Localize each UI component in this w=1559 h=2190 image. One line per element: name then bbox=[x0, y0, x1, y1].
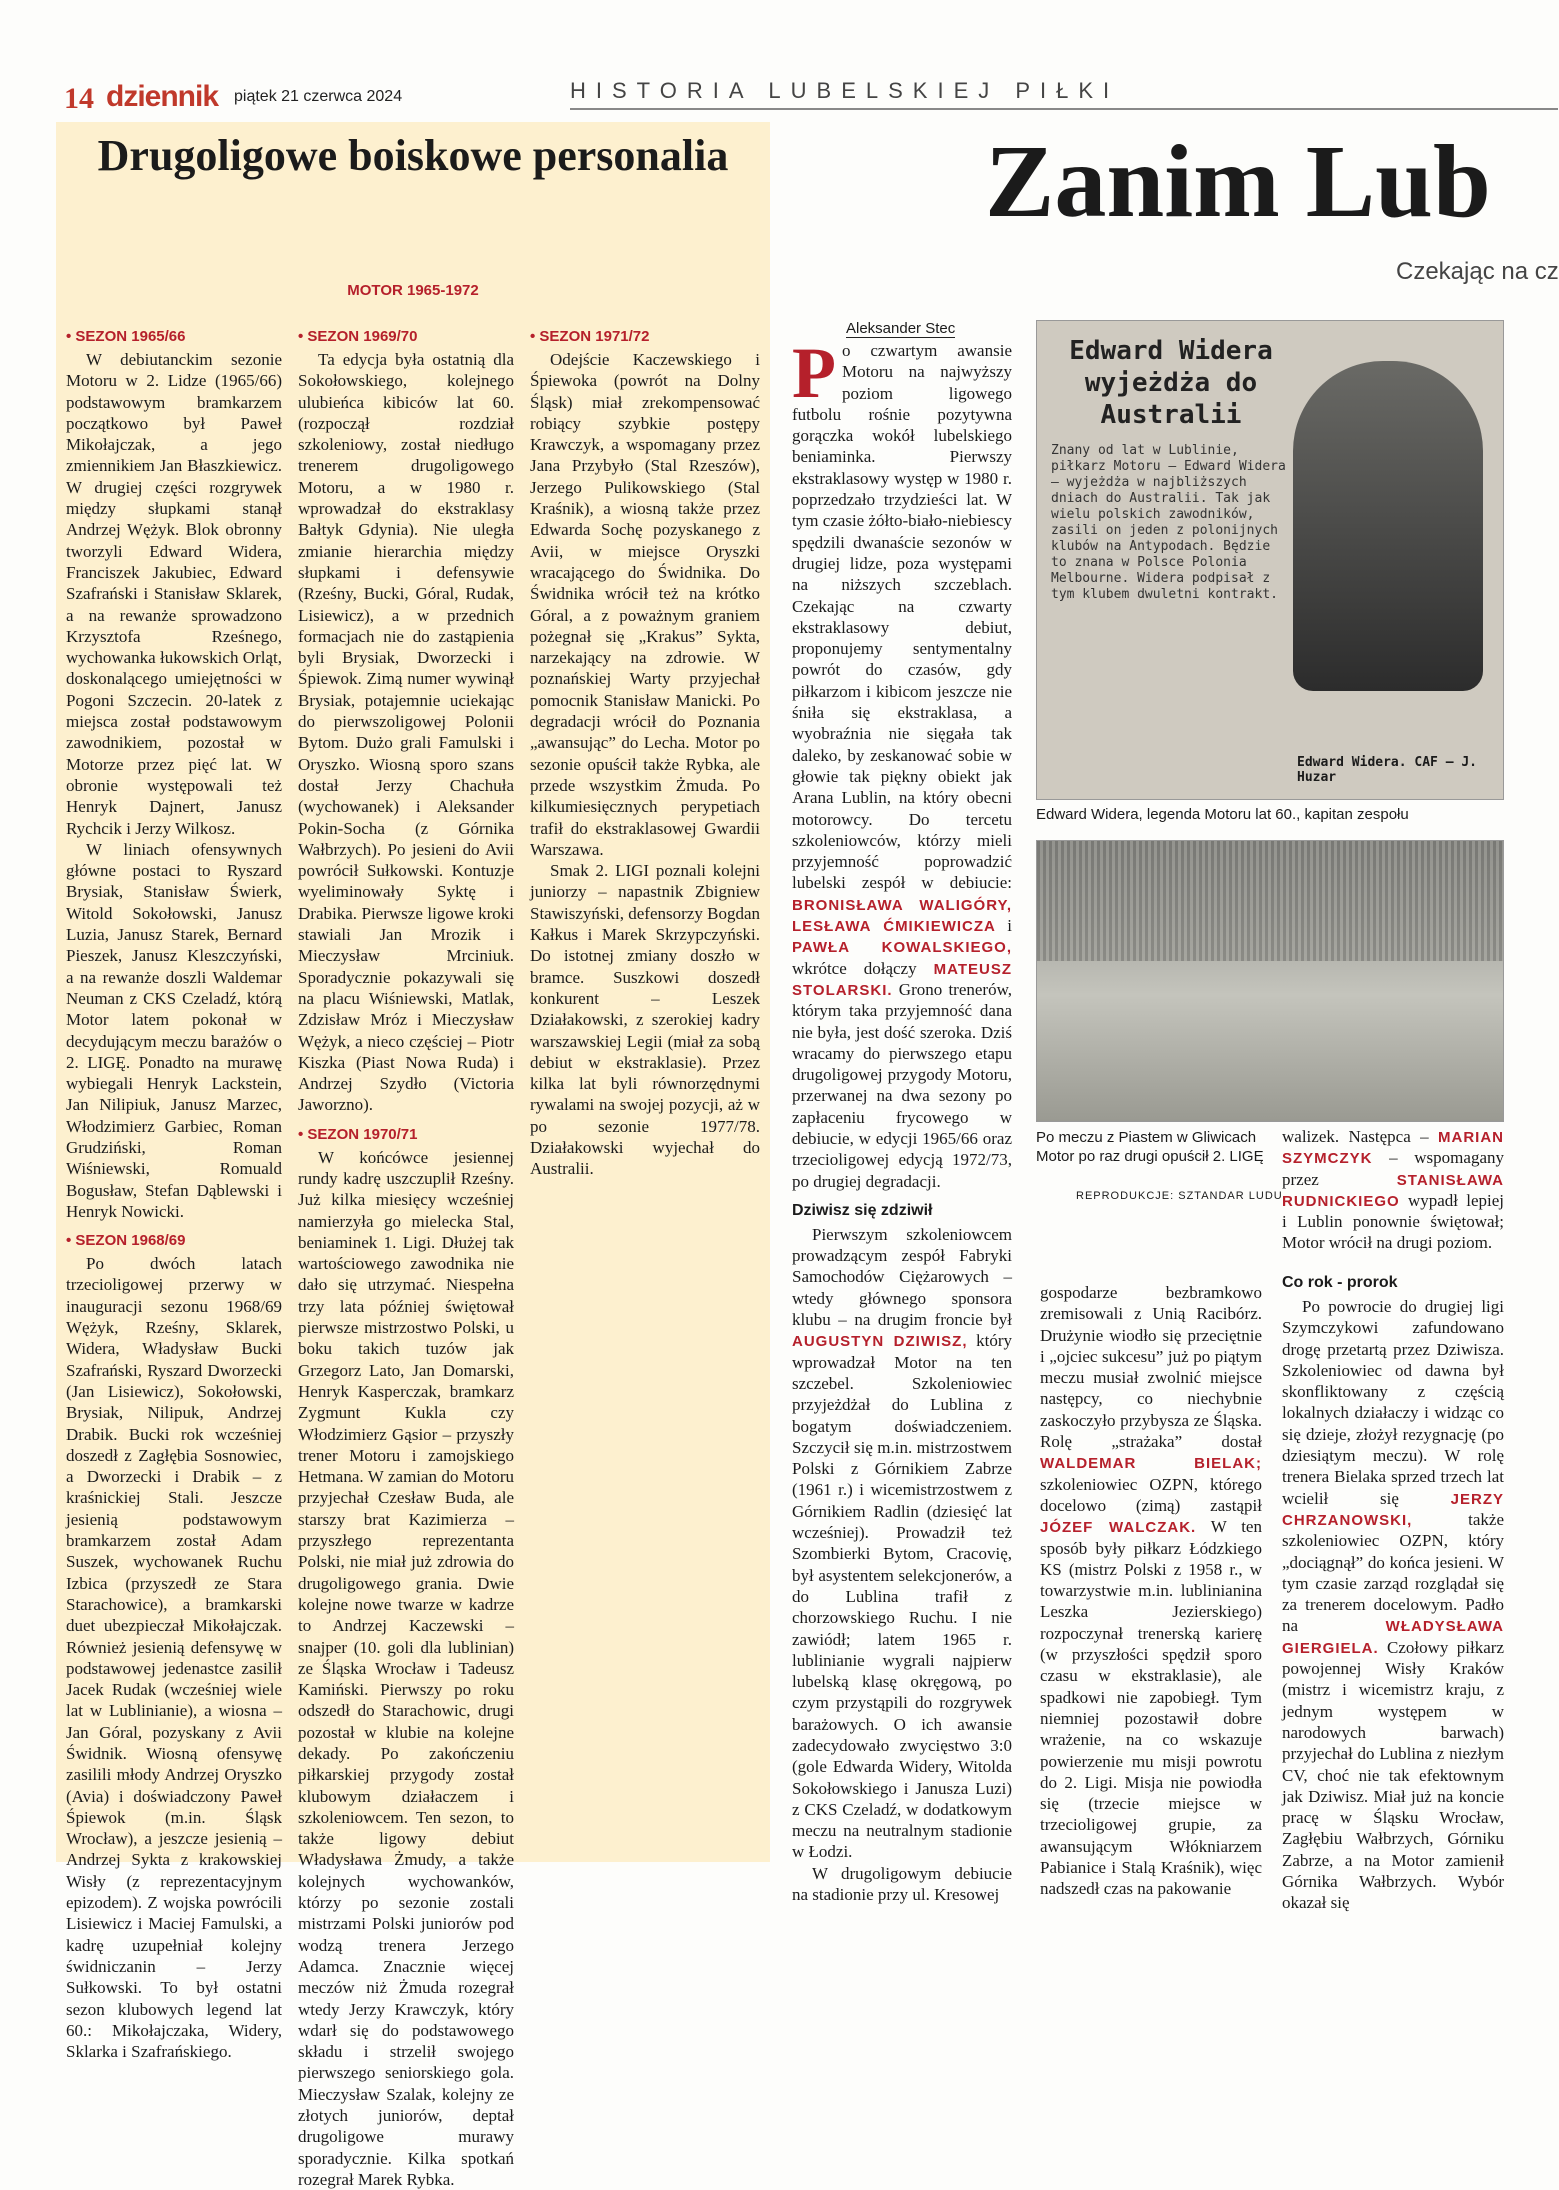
person-name: JÓZEF WALCZAK. bbox=[1040, 1519, 1197, 1537]
paragraph: W końcówce jesiennej rundy kadrę uszczuplił Rześny. Już kilka miesięcy wcześniej namierzyła go mielecka Stal, beniaminek 1. Ligi. Dłużej tak wartościowego zawodnika nie dało się utrzymać. Niespełna trzy lata później świętował pierwsze mistrzostwo Polski, u boku takich tuzów jak Grzegorz Lato, Jan Domarski, Henryk Kasperczak, bramkarz Zygmunt Kukla czy Włodzimierz Gąsior – przyszły trener Motoru i zamojskiego Hetmana. W zamian do Motoru przyjechał Czesław Buda, ale starszy brat Kazimierza – przyszłego reprezentanta Polski, nie miał już zdrowia do drugoligowego grania. Dwie kolejne nowe twarze w kadrze to Andrzej Kaczewski – snajper (10. goli dla lublinian) ze Śląska Wrocław i Tadeusz Kamiński. Pierwszy po roku odszedł do Starachowic, drugi pozostał w klubie na kolejne dekady. Po zakończeniu piłkarskiej przygody został klubowym działaczem i szkoleniowcem. Ten sezon, to także ligowy debiut Władysława Żmudy, a także kolejnych wychowanków, którzy po sezonie zostali mistrzami Polski juniorów pod wodzą trenera Jerzego Adamca. Znacznie więcej meczów niż Żmuda rozegrał wtedy Jerzy Krawczyk, który wdarł się do podstawowego składu i strzelił swojego pierwszego seniorskiego gola. Mieczysław Szalak, kolejny ze złotych juniorów, deptał drugoligowe murawy sporadycznie. Kilka spotkań rozegrał Marek Rybka. bbox=[298, 1147, 514, 2189]
body-text: wypadł lepiej i Lublin ponownie świętował; Motor wrócił na drugi poziom. bbox=[1282, 1190, 1505, 1253]
header-rule bbox=[570, 108, 1558, 110]
person-name: MATEUSZ STOLARSKI. bbox=[792, 960, 1012, 999]
portrait-image bbox=[1293, 361, 1483, 691]
inline-text: wkrótce dołączy bbox=[792, 958, 917, 978]
sidebar-subtitle: MOTOR 1965-1972 bbox=[347, 282, 479, 299]
body-text: Pierwszym szkoleniowcem prowadzącym zespół Fabryki Samochodów Ciężarowych – wtedy głównego sponsora klubu – na drugim froncie był bbox=[792, 1224, 1012, 1330]
subheading: Dziwisz się zdziwił bbox=[792, 1201, 933, 1219]
drop-cap: P bbox=[792, 333, 836, 413]
person-name: AUGUSTYN DZIWISZ, bbox=[792, 1333, 968, 1351]
paragraph: W liniach ofensywnych główne postaci to Ryszard Brysiak, Stanisław Świerk, Witold Sokołowski, Janusz Luzia, Janusz Starek, Bernard Pieszek, Janusz Kleszczyński, a na rewanże doszli Waldemar Neuman z CKS Czeladź, którą Motor latem pokonał w decydującym meczu barażów o 2. LIGĘ. Ponadto na murawę wybiegali Henryk Lackstein, Jan Nilipiuk, Janusz Marzec, Włodzimierz Garbiec, Roman Grudziński, Roman Wiśniewski, Romuald Bogusław, Stefan Dąblewski i Henryk Nowicki. bbox=[66, 839, 282, 1221]
section-title: HISTORIA LUBELSKIEJ PIŁKI bbox=[570, 78, 1120, 103]
lead-text: o czwartym awansie Motoru na najwyższy poziom ligowego futbolu rośnie pozytywna gorączka wokół lubelskiego beniaminka. Pierwszy ekstraklasowy występ w 1980 r. poprzedzało trzydzieści lat. W tym czasie żółto-biało-niebiescy spędzili dwanaście sezonów w drugiej lidze, poza występami na niższych szczeblach. Czekając na czwarty ekstraklasowy debiut, proponujemy sentymentalny powrót do czasów, gdy piłkarzom i kibicom jeszcze nie śniła się ekstraklasa, a wyobraźnia nie sięgała tak daleko, by zeskanować sobie w głowie tak piękny obiekt jak Arana Lublin, na który obecni motorowcy. Do tercetu szkoleniowców, którzy mieli przyjemność poprowadzić lubelski zespół w debiucie: bbox=[792, 341, 1012, 893]
paragraph: W debiutanckim sezonie Motoru w 2. Lidze (1965/66) podstawowym bramkarzem początkowo był Paweł Mikołajczak, a jego zmiennikiem Jan Błaszkiewicz. W drugiej części rozgrywek między słupkami stanął Andrzej Wężyk. Blok obronny tworzyli Edward Widera, Franciszek Jakubiec, Edward Szafrański i Stanisław Sklarek, a na rewanże sprowadzono Krzysztofa Rześnego, wychowanka łukowskich Orląt, doskonalącego umiejętności w Pogoni Szczecin. 20-latek z miejsca został podstawowym zawodnikiem, pozostał w Motorze przez pięć lat. W obronie występowali też Henryk Dajnert, Janusz Rychcik i Jerzy Wilkosz. bbox=[66, 350, 282, 838]
publication-logo: dziennik bbox=[106, 80, 219, 113]
body-text: który wprowadzał Motor na ten szczebel. Szkoleniowiec przyjeżdżał do Lublina z bogatym doświadczeniem. Szczycił się m.in. mistrzostwem Polski z Górnikiem Zabrze (1961 r.) i wicemistrzostwem z Górnikiem Radlin (dziesięć lat wcześniej). Prowadził też Szombierki Bytom, Cracovię, był asystentem selekcjonerów, a do Lublina trafił z chorzowskiego Ruchu. I nie zawiódł; latem 1965 r. lublinianie wygrali najpierw lubelską klasę okręgową, po czym przystąpili do rozgrywek barażowych. O ich awansie zadecydowało zwycięstwo 3:0 (gole Edwarda Widery, Witolda Sokołowskiego i Janusza Luzi) z CKS Czeladź, w dodatkowym meczu na neutralnym stadionie w Łodzi. bbox=[792, 1331, 1012, 1862]
page-header bbox=[60, 78, 1558, 115]
crowd-texture bbox=[1037, 841, 1503, 961]
body-text: Po powrocie do drugiej ligi Szymczykowi zafundowano drogę przetartą przez Dziwisza. Szkoleniowiec od dawna był skonfliktowany z częścią lokalnych działaczy i widząc co się dzieje, złożył rezygnację (po dziesiątym meczu). W rolę trenera Bielaka sprzed trzech lat wcielił się bbox=[1282, 1297, 1504, 1508]
clipping-text bbox=[1051, 335, 1291, 603]
person-name: BRONISŁAWA WALIGÓRY, LESŁAWA ĆMIKIEWICZA bbox=[792, 896, 1012, 936]
person-name: JERZY CHRZANOWSKI, bbox=[1282, 1490, 1504, 1529]
body-text: walizek. Następca – bbox=[1282, 1127, 1429, 1146]
match-photo bbox=[1036, 840, 1504, 1122]
paragraph: Smak 2. LIGI poznali kolejni juniorzy – napastnik Zbigniew Stawiszyński, defensorzy Bogdan Kałkus i Marek Skrzypczyński. Do istotnej zmiany doszło w bramce. Suszkowi doszedł konkurent – Leszek Działakowski, z szerokiej kadry warszawskiej Legii (miał za sobą debiut w ekstraklasie). Przez kilka lat byli równorzędnymi rywalami na swojej pozycji, aż w po sezonie 1977/78. Działakowski wyjechał do Australii. bbox=[530, 861, 760, 1179]
clipping-caption: Edward Widera. CAF — J. Huzar bbox=[1297, 755, 1478, 785]
season-heading: • SEZON 1969/70 bbox=[298, 328, 418, 345]
inline-text: i bbox=[1007, 916, 1012, 936]
person-name: WŁADYSŁAWA GIERGIELA. bbox=[1282, 1618, 1504, 1657]
main-kicker: Czekając na cz bbox=[1396, 258, 1559, 285]
body-text: W ten sposób były piłkarz Łódzkiego KS (mistrz Polski z 1958 r., w towarzystwie m.in. lublinianina Leszka Jezierskiego) rozpoczynał trenerską karierę (w przyszłości spędził sporo czasu w ekstraklasie), ale spadkowi nie zapobiegł. Tym niemniej pozostawił dobre wrażenie, na co wskazuje powierzenie mu misji powrotu do 2. Ligi. Misja nie powiodła się (trzecie miejsce w trzecioligowej grupie, za awansującym Włókniarzem Pabianice i Stalą Kraśnik), więc nadszedł czas na pakowanie bbox=[1040, 1517, 1262, 1899]
body-text: gospodarze bezbramkowo zremisowali z Unią Racibórz. Drużynie wiodło się przeciętnie i „ojciec sukcesu” już po piątym meczu musiał zwolnić miejsce następcy, co niechybnie zaskoczyło przybysza ze Śląska. Rolę „strażaka” dostał bbox=[1040, 1283, 1262, 1452]
clipping-title: Edward Widera wyjeżdża do Australii bbox=[1069, 336, 1273, 430]
newspaper-clipping-photo bbox=[1036, 320, 1504, 800]
clipping-body: Znany od lat w Lublinie, piłkarz Motoru — Edward Widera — wyjeżdża w najbliższych dniach do Australii. Tak jak wielu polskich zawodników, zasili on jeden z polonijnych klubów na Antypodach. Będzie to znana w Polsce Polonia Melbourne. Widera podpisał z tym klubem dwuletni kontrakt. bbox=[1051, 443, 1286, 602]
photo-caption: Edward Widera, legenda Motoru lat 60., kapitan zespołu bbox=[1036, 806, 1409, 823]
page-number: 14 bbox=[64, 82, 94, 115]
paragraph: Ta edycja była ostatnią dla Sokołowskiego, kolejnego ulubieńca kibiców lat 60. (rozpoczął rozdział szkoleniowy, został niedługo trenerem drugoligowego Motoru, a w 1980 r. wprowadzał do ekstraklasy Bałtyk Gdynia). Nie uległa zmianie hierarchia między słupkami i defensywie (Rześny, Bucki, Góral, Rudak, Lisiewicz), a w przednich formacjach nie do zastąpienia byli Brysiak, Dworzecki i Śpiewok. Zimą numer wywinął Brysiak, potajemnie uciekając do pierwszoligowej Polonii Bytom. Dużo grali Famulski i Oryszko. Wiosną sporo szans dostał Jerzy Chachuła (wychowanek) i Aleksander Pokin-Socha (z Górnika Wałbrzych). Po jesieni do Avii powrócił Sułkowski. Kontuzje wyeliminowały Syktę i Drabika. Pierwsze ligowe kroki stawiali Jan Mrozik i Mieczysław Mrciniuk. Sporadycznie pokazywali się na placu Wiśniewski, Matlak, Zdzisław Mróz i Mieczysław Wężyk, a nieco częściej – Piotr Kiszka (Piast Nowa Ruda) i Andrzej Szydło (Victoria Jaworzno). bbox=[298, 350, 514, 1115]
sidebar-column-1 bbox=[66, 318, 282, 2062]
person-name: WALDEMAR BIELAK; bbox=[1040, 1455, 1262, 1473]
season-heading: • SEZON 1970/71 bbox=[298, 1125, 418, 1143]
person-name: PAWŁA KOWALSKIEGO, bbox=[792, 939, 1012, 957]
person-name: STANISŁAWA RUDNICKIEGO bbox=[1282, 1171, 1504, 1210]
issue-date: piątek 21 czerwca 2024 bbox=[234, 88, 403, 105]
person-name: MARIAN SZYMCZYK bbox=[1282, 1129, 1504, 1168]
article-column-3-top bbox=[1282, 1126, 1504, 1256]
season-heading: • SEZON 1971/72 bbox=[530, 328, 650, 345]
sidebar-column-3 bbox=[530, 318, 760, 1848]
sidebar-title: Drugoligowe boiskowe personalia bbox=[97, 131, 729, 180]
lead-text-2: Grono trenerów, którym taka przyjemność dana nie była, jest dość szeroka. Dziś wracamy do pierwszego etapu drugoligowej przygody Motoru, przerwanej na dwa sezony po zapłaceniu frycowego w debiucie, w edycji 1965/66 oraz trzecioligowej edycją 1972/73, po drugiej degradacji. bbox=[792, 979, 1013, 1191]
article-column-3 bbox=[1282, 1264, 1504, 1913]
season-heading: • SEZON 1965/66 bbox=[66, 328, 186, 345]
article-column-1 bbox=[792, 333, 1013, 1905]
body-text: W drugoligowym debiucie na stadionie przy ul. Kresowej bbox=[792, 1863, 1012, 1905]
season-heading: • SEZON 1968/69 bbox=[66, 1232, 186, 1250]
article-column-2 bbox=[1040, 1282, 1262, 1899]
sidebar-column-2 bbox=[298, 318, 514, 2189]
photo-caption: Po meczu z Piastem w Gliwicach Motor po raz drugi opuścił 2. LIGĘ bbox=[1036, 1129, 1264, 1165]
subheading: Co rok - prorok bbox=[1282, 1274, 1398, 1291]
body-text: – wspomagany przez bbox=[1282, 1148, 1504, 1189]
body-text: także szkoleniowiec OZPN, który „dociągnął” do końca jesieni. W tym czasie zarząd rozglądał się za trenerem docelowym. Padło na bbox=[1282, 1509, 1504, 1636]
body-text: Czołowy piłkarz powojennej Wisły Kraków (mistrz i wicemistrz kraju, z jednym występem w narodowych barwach) przyjechał do Lublina z niezłym CV, choć nie tak efektownym jak Dziwisz. Miał już na koncie pracę w Śląsku Wrocław, Zagłębiu Wałbrzych, Górniku Zabrze, a na Motor zamienił Górnika Wałbrzych. Wybór okazał się bbox=[1282, 1637, 1504, 1913]
paragraph: Odejście Kaczewskiego i Śpiewoka (powrót na Dolny Śląsk) miał zrekompensować robiący szybkie postępy Krawczyk, a wspomagany przez Jana Przybyło (Stal Rzeszów), Jerzego Pulikowskiego (Stal Kraśnik), a wiosną także przez Edwarda Sochę pozyskanego z Avii, w miejsce Oryszki wracającego do Świdnika. Do Świdnika wrócił też na krótko Góral, a z poważnym graniem pożegnał się „Krakus” Sykta, narzekający na zdrowie. W poznańskiej Warty przyjechał pomocnik Stanisław Manicki. Po degradacji wrócił do Poznania „awansując” do Lecha. Motor po sezonie opuścił także Rybka, ale przede wszystkim Żmuda. Po kilkumiesięcznych perypetiach trafił do ekstraklasowej Gwardii Warszawa. bbox=[530, 350, 760, 859]
body-text: szkoleniowiec OZPN, którego docelowo (zimą) zastąpił bbox=[1040, 1474, 1262, 1515]
author-byline: Aleksander Stec bbox=[846, 320, 956, 337]
photo-credit: REPRODUKCJE: SZTANDAR LUDU bbox=[1076, 1190, 1283, 1202]
paragraph: Po dwóch latach trzecioligowej przerwy w inauguracji sezonu 1968/69 Wężyk, Rześny, Sklarek, Widera, Władysław Bucki Szafrański, Ryszard Dworzecki (Jan Lisiewicz), Sokołowski, Brysiak, Nilipuk, Andrzej Drabik. Bucki rok wcześniej doszedł z Zagłębia Sosnowiec, a Dworzecki i Drabik – z kraśnickiej Stali. Jeszcze jesienią podstawowym bramkarzem został Adam Suszek, wychowanek Ruchu Izbica (przyszedł ze Stara Starachowice), a bramkarski duet ubezpieczał Mikołajczak. Również jesienią defensywę w podstawowej jedenastce zasilił Jacek Rudak (wcześniej wiele lat w Lublinianie), a wiosna – Jan Góral, pozyskany z Avii Świdnik. Wiosną ofensywę zasilili młody Andrzej Oryszko (Avia) i doświadczony Paweł Śpiewok (m.in. Śląsk Wrocław), a jeszcze jesienią – Andrzej Sykta z krakowskiej Wisły (z reprezentacyjnym epizodem). Z wojska powrócili Lisiewicz i Maciej Famulski, a kadrę uzupełniał kolejny świdniczanin – Jerzy Sułkowski. To był ostatni sezon klubowych legend lat 60.: Mikołajczaka, Widery, Sklarka i Szafrańskiego. bbox=[66, 1254, 282, 2062]
main-headline: Zanim Lub bbox=[985, 124, 1491, 239]
